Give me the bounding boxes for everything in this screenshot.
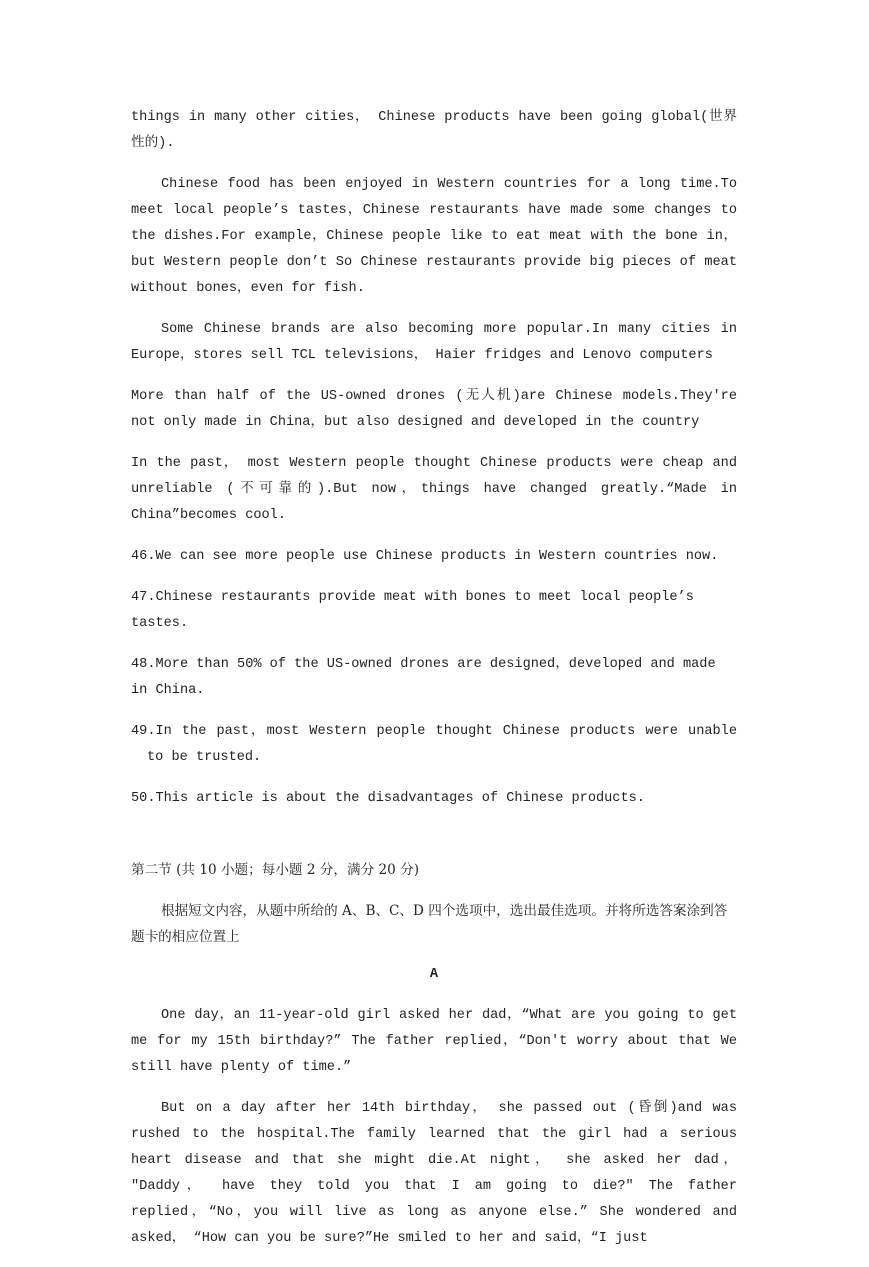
statement-48: 48.More than 50% of the US-owned drones are designed，developed and made in China. (131, 657, 716, 698)
statement-50: 50.This article is about the disadvantages of Chinese products. (131, 791, 645, 806)
reading-paragraph-food: Chinese food has been enjoyed in Western countries for a long time.To meet local people’s tastes，Chinese restaurants have made some changes to the dishes.For example，Chinese people like to eat meat with the bone in，but Western people don’t So Chinese restaurants provide big pieces of meat without bones，even for fish. (131, 177, 737, 296)
section-instructions: 根据短文内容，从题中所给的 A、B、C、D 四个选项中，选出最佳选项。并将所选答案涂到答题卡的相应位置上 (131, 903, 728, 945)
statement-47: 47.Chinese restaurants provide meat with bones to meet local people’s tastes. (131, 590, 694, 631)
reading-paragraph-continued: things in many other cities， Chinese products have been going global(世界性的). (131, 110, 737, 151)
section-gap (131, 827, 737, 857)
section-title: 第二节 (共 10 小题；每小题 2 分，满分 20 分) (131, 862, 420, 878)
passage-label: A (429, 967, 439, 982)
exam-page (131, 105, 737, 1267)
passage-paragraph-2: But on a day after her 14th birthday， she passed out (昏倒)and was rushed to the hospital.The family learned that the girl had a serious heart disease and that she might die.At night， she asked her dad， "Daddy， have they told you that I am going to die?" The father replied，“No，you will live as long as anyone else.” She wondered and asked， “How can you be sure?”He smiled to her and said，“I just (131, 1101, 737, 1246)
statement-46: 46.We can see more people use Chinese products in Western countries now. (131, 549, 719, 564)
reading-paragraph-past: In the past， most Western people thought Chinese products were cheap and unreliable (不可靠的).But now，things have changed greatly.“Made in China”becomes cool. (131, 456, 737, 523)
statement-list (131, 544, 737, 812)
statement-49: 49.In the past，most Western people thought Chinese products were unable to be trusted. (131, 724, 737, 765)
reading-paragraph-drones: More than half of the US-owned drones (无人机)are Chinese models.They're not only made in China，but also designed and developed in the country (131, 389, 737, 430)
reading-paragraph-brands: Some Chinese brands are also becoming more popular.In many cities in Europe，stores sell TCL televisions， Haier fridges and Lenovo computers (131, 322, 737, 363)
passage-paragraph-1: One day，an 11-year-old girl asked her dad，“What are you going to get me for my 15th birthday?” The father replied，“Don't worry about that We still have plenty of time.” (131, 1008, 737, 1075)
